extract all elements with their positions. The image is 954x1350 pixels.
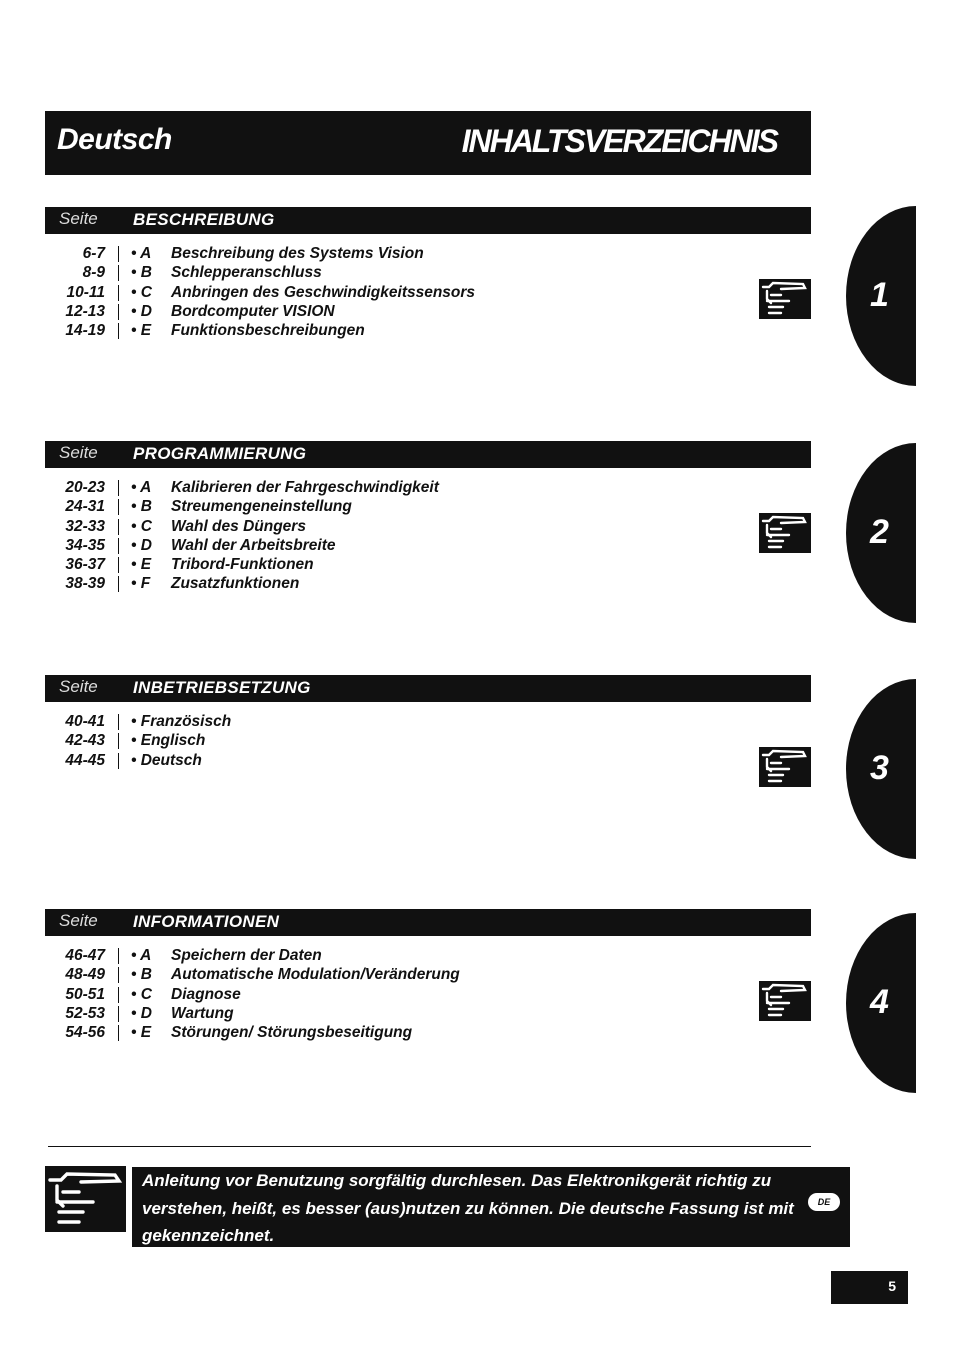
page-range: 10-11 [66, 283, 105, 301]
divider [118, 733, 119, 749]
section-bar [45, 909, 811, 936]
divider [118, 714, 119, 730]
toc-row[interactable] [45, 574, 811, 593]
toc-row[interactable] [45, 712, 811, 731]
chapter-tab-4[interactable] [846, 913, 916, 1093]
item-label: Wartung [171, 1004, 234, 1022]
item-letter: • A [131, 245, 152, 262]
toc-row[interactable] [45, 478, 811, 497]
item-label: Wahl der Arbeitsbreite [171, 536, 336, 554]
page-range: 48-49 [65, 966, 105, 984]
divider-rule [48, 1146, 811, 1147]
item-letter: • C [131, 283, 152, 301]
toc-list [45, 712, 811, 770]
divider [118, 557, 119, 573]
chapter-number: 4 [870, 983, 889, 1021]
toc-row[interactable] [45, 731, 811, 750]
page-range: 38-39 [65, 575, 105, 593]
divider [118, 480, 119, 496]
toc-row[interactable] [45, 985, 811, 1004]
chapter-number: 2 [870, 513, 889, 551]
toc-row[interactable] [45, 517, 811, 536]
page-range: 14-19 [65, 322, 105, 340]
toc-row[interactable] [45, 965, 811, 984]
item-label: Funktionsbeschreibungen [171, 322, 365, 340]
divider [118, 576, 119, 592]
page-number-box [831, 1271, 908, 1304]
section-programmierung [45, 441, 811, 594]
seite-label: Seite [59, 677, 98, 696]
toc-list [45, 244, 811, 340]
item-letter: • D [131, 536, 152, 554]
item-letter: • B [131, 264, 152, 282]
item-letter: • D [131, 1004, 152, 1022]
toc-row[interactable] [45, 536, 811, 555]
item-letter: • F [131, 575, 151, 593]
item-label: • Deutsch [131, 751, 202, 769]
chapter-tab-1[interactable] [846, 206, 916, 386]
seite-label: Seite [59, 911, 98, 930]
item-label: Störungen/ Störungsbeseitigung [171, 1024, 413, 1042]
item-label: Automatische Modulation/Veränderung [171, 966, 460, 984]
divider [118, 1006, 119, 1022]
item-label: Wahl des Düngers [171, 517, 306, 535]
divider [118, 246, 119, 262]
divider [118, 304, 119, 320]
page-range: 6-7 [82, 245, 105, 262]
page-range: 52-53 [65, 1004, 105, 1022]
divider [118, 265, 119, 281]
item-label: • Englisch [131, 732, 206, 750]
chapter-tab-3[interactable] [846, 679, 916, 859]
section-title: PROGRAMMIERUNG [133, 444, 307, 463]
page-range: 50-51 [65, 985, 105, 1003]
page-range: 54-56 [65, 1024, 105, 1042]
divider [118, 967, 119, 983]
page-range: 8-9 [82, 264, 105, 282]
item-letter: • C [131, 985, 152, 1003]
item-letter: • D [131, 302, 152, 320]
page-range: 24-31 [65, 498, 105, 516]
toc-row[interactable] [45, 555, 811, 574]
page-range: 44-45 [65, 751, 105, 769]
page-range: 12-13 [65, 302, 105, 320]
item-letter: • E [131, 556, 152, 574]
page-range: 40-41 [65, 713, 105, 730]
section-bar [45, 207, 811, 234]
toc-row[interactable] [45, 946, 811, 965]
item-letter: • C [131, 517, 152, 535]
item-letter: • B [131, 966, 152, 984]
notice-text: Anleitung vor Benutzung sorgfältig durchlesen. Das Elektronikgerät richtig zu verstehen, heißt, es besser (aus)nutzen zu können. Die deutsche Fassung ist mit gekennzeichnet. [142, 1171, 794, 1245]
de-badge: DE [808, 1193, 840, 1211]
page-header [45, 111, 811, 175]
item-label: Zusatzfunktionen [171, 575, 300, 593]
seite-label: Seite [59, 209, 98, 228]
pointing-hand-icon [759, 981, 811, 1021]
divider [118, 753, 119, 769]
item-letter: • E [131, 1024, 152, 1042]
toc-row[interactable] [45, 321, 811, 340]
divider [118, 519, 119, 535]
divider [118, 323, 119, 339]
chapter-number: 3 [870, 749, 889, 787]
item-letter: • E [131, 322, 152, 340]
item-label: Streumengeneinstellung [171, 498, 352, 516]
page-range: 20-23 [65, 479, 105, 496]
divider [118, 987, 119, 1003]
page-range: 42-43 [65, 732, 105, 750]
section-bar [45, 675, 811, 702]
item-letter: • A [131, 947, 152, 964]
item-letter: • B [131, 498, 152, 516]
toc-list [45, 478, 811, 594]
item-label: Schlepperanschluss [171, 264, 322, 282]
section-title: INBETRIEBSETZUNG [133, 678, 311, 697]
divider [118, 285, 119, 301]
page-title: INHALTSVERZEICHNIS [461, 123, 777, 159]
page-number: 5 [888, 1278, 896, 1294]
toc-row[interactable] [45, 497, 811, 516]
toc-row[interactable] [45, 1004, 811, 1023]
divider [118, 538, 119, 554]
section-bar [45, 441, 811, 468]
section-informationen [45, 909, 811, 1042]
divider [118, 1025, 119, 1041]
chapter-number: 1 [870, 276, 889, 314]
divider [118, 499, 119, 515]
pointing-hand-icon [759, 279, 811, 319]
notice-box [132, 1167, 850, 1247]
divider [118, 948, 119, 964]
page-range: 36-37 [65, 556, 105, 574]
pointing-hand-icon [759, 747, 811, 787]
page-range: 34-35 [65, 536, 105, 554]
item-label: • Französisch [131, 713, 232, 730]
toc-row[interactable] [45, 1023, 811, 1042]
item-label: Anbringen des Geschwindigkeitssensors [171, 283, 476, 301]
item-label: Speichern der Daten [171, 947, 322, 964]
toc-row[interactable] [45, 302, 811, 321]
item-label: Tribord-Funktionen [171, 556, 314, 574]
item-label: Beschreibung des Systems Vision [171, 245, 424, 262]
language-label: Deutsch [57, 123, 172, 156]
chapter-tab-2[interactable] [846, 443, 916, 623]
item-label: Kalibrieren der Fahrgeschwindigkeit [171, 479, 439, 496]
toc-row[interactable] [45, 751, 811, 770]
page-range: 46-47 [65, 947, 105, 964]
toc-row[interactable] [45, 283, 811, 302]
section-title: BESCHREIBUNG [133, 210, 275, 229]
item-label: Bordcomputer VISION [171, 302, 335, 320]
page-range: 32-33 [65, 517, 105, 535]
seite-label: Seite [59, 443, 98, 462]
toc-row[interactable] [45, 263, 811, 282]
section-title: INFORMATIONEN [133, 912, 280, 931]
toc-row[interactable] [45, 244, 811, 263]
section-inbetriebsetzung [45, 675, 811, 770]
item-label: Diagnose [171, 985, 241, 1003]
item-letter: • A [131, 479, 152, 496]
toc-list [45, 946, 811, 1042]
pointing-hand-icon [45, 1166, 126, 1232]
pointing-hand-icon [759, 513, 811, 553]
section-beschreibung [45, 207, 811, 340]
